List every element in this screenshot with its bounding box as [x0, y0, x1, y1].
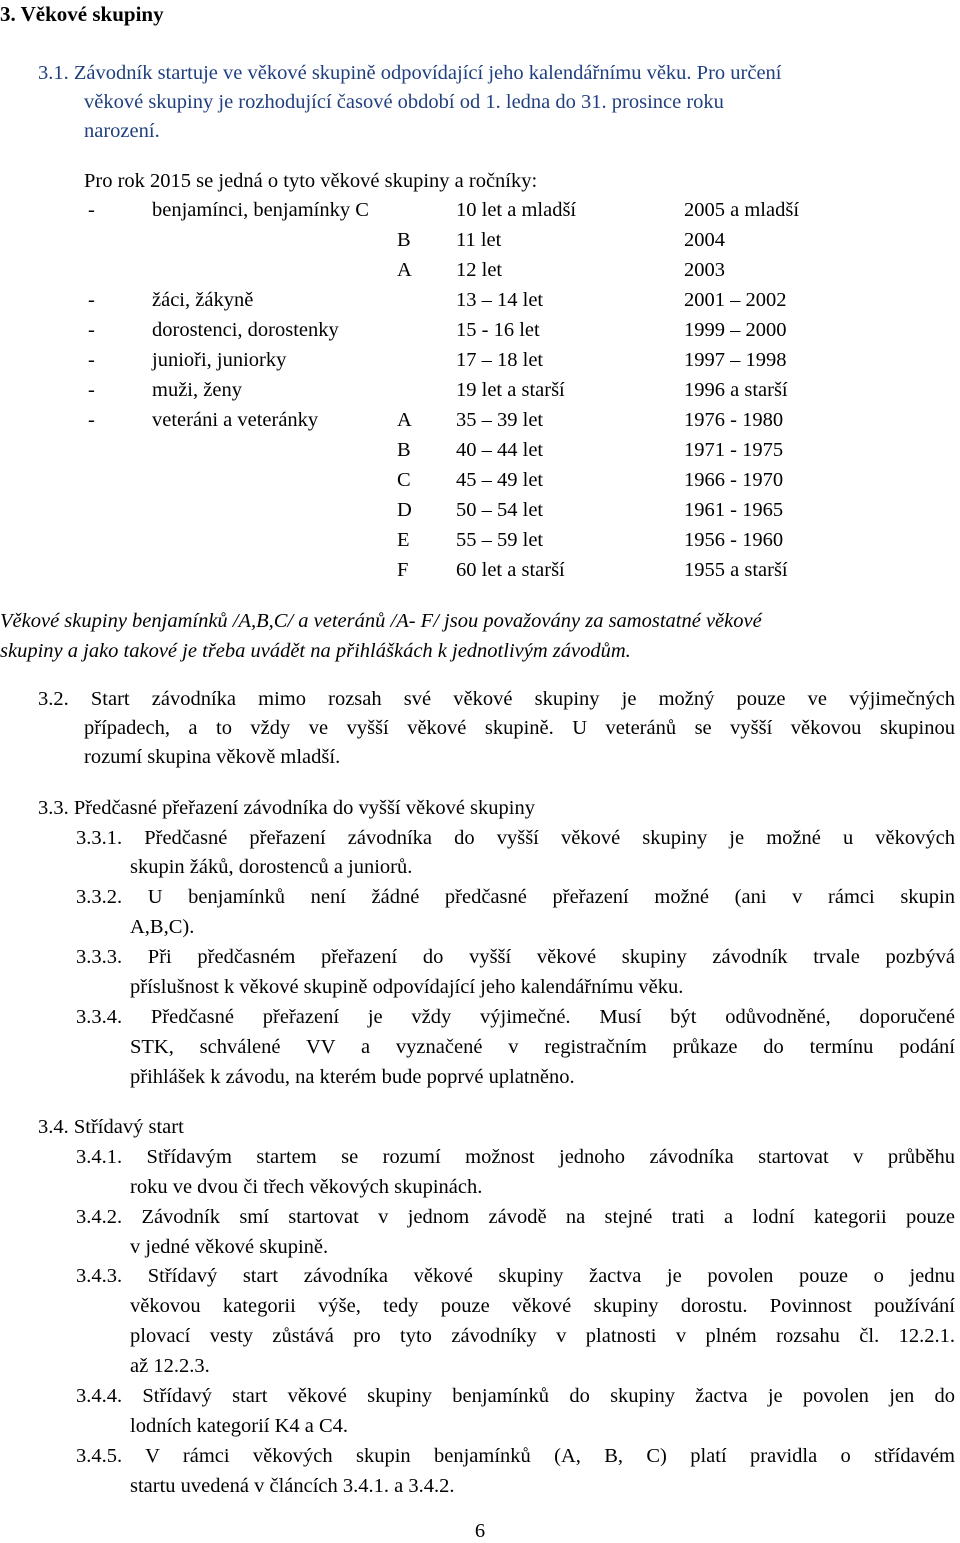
- row-group: dorostenci, dorostenky: [152, 319, 339, 341]
- row-years: 2001 – 2002: [684, 289, 787, 311]
- s31-line2: věkové skupiny je rozhodující časové období od 1. ledna do 31. prosince roku: [84, 91, 724, 113]
- row-group: muži, ženy: [152, 379, 242, 401]
- row-group: veteráni a veteránky: [152, 409, 319, 431]
- row-group: benjamínci, benjamínky C: [152, 199, 369, 221]
- note-line1: Věkové skupiny benjamínků /A,B,C/ a veteránů /A- F/ jsou považovány za samostatné věkové: [0, 610, 762, 632]
- row-dash: -: [88, 349, 95, 371]
- row-group: junioři, juniorky: [152, 349, 287, 371]
- row-age: 15 - 16 let: [456, 319, 540, 341]
- s344-line2: lodních kategorií K4 a C4.: [130, 1415, 349, 1437]
- row-age: 35 – 39 let: [456, 409, 544, 431]
- row-age: 19 let a starší: [456, 379, 565, 401]
- s343-line4: až 12.2.3.: [130, 1355, 210, 1377]
- row-years: 1976 - 1980: [684, 409, 784, 431]
- row-class: E: [397, 529, 410, 551]
- row-age: 12 let: [456, 259, 503, 281]
- s334-line1: 3.3.4. Předčasné přeřazení je vždy výjimečné. Musí být odůvodněné, doporučené: [76, 1006, 955, 1028]
- note-line2: skupiny a jako takové je třeba uvádět na přihláškách k jednotlivým závodům.: [0, 640, 631, 662]
- row-class: D: [397, 499, 412, 521]
- s33-title: 3.3. Předčasné přeřazení závodníka do vyšší věkové skupiny: [38, 797, 535, 819]
- s344-line1: 3.4.4. Střídavý start věkové skupiny benjamínků do skupiny žactva je povolen jen do: [76, 1385, 955, 1407]
- row-years: 1999 – 2000: [684, 319, 787, 341]
- row-years: 1966 - 1970: [684, 469, 784, 491]
- row-class: C: [397, 469, 411, 491]
- row-years: 1971 - 1975: [684, 439, 784, 461]
- row-age: 60 let a starší: [456, 559, 565, 581]
- s332-line2: A,B,C).: [130, 916, 195, 938]
- s343-line3: plovací vesty zůstává pro tyto závodníky v platnosti v plném rozsahu čl. 12.2.1.: [130, 1325, 955, 1347]
- row-years: 2005 a mladší: [684, 199, 800, 221]
- row-dash: -: [88, 319, 95, 341]
- s332-line1: 3.3.2. U benjamínků není žádné předčasné přeřazení možné (ani v rámci skupin: [76, 886, 955, 908]
- row-age: 45 – 49 let: [456, 469, 544, 491]
- s31-line3: narození.: [84, 120, 160, 142]
- s342-line1: 3.4.2. Závodník smí startovat v jednom závodě na stejné trati a lodní kategorii pouze: [76, 1206, 955, 1228]
- s31-line1: 3.1. Závodník startuje ve věkové skupině odpovídající jeho kalendářnímu věku. Pro určení: [38, 62, 782, 84]
- row-age: 10 let a mladší: [456, 199, 577, 221]
- s331-line2: skupin žáků, dorostenců a juniorů.: [130, 856, 413, 878]
- table-intro: Pro rok 2015 se jedná o tyto věkové skupiny a ročníky:: [84, 170, 538, 192]
- row-dash: -: [88, 199, 95, 221]
- s345-line2: startu uvedená v článcích 3.4.1. a 3.4.2.: [130, 1475, 455, 1497]
- row-years: 2003: [684, 259, 725, 281]
- row-dash: -: [88, 409, 95, 431]
- s32-line1: 3.2. Start závodníka mimo rozsah své věkové skupiny je možný pouze ve výjimečných: [38, 688, 955, 710]
- s341-line2: roku ve dvou či třech věkových skupinách.: [130, 1176, 483, 1198]
- s32-line3: rozumí skupina věkově mladší.: [84, 746, 341, 768]
- row-age: 17 – 18 let: [456, 349, 544, 371]
- s345-line1: 3.4.5. V rámci věkových skupin benjamínků (A, B, C) platí pravidla o střídavém: [76, 1445, 955, 1467]
- s334-line3: přihlášek k závodu, na kterém bude poprvé uplatněno.: [130, 1066, 575, 1088]
- row-group: žáci, žákyně: [152, 289, 254, 311]
- s32-line2: případech, a to vždy ve vyšší věkové skupině. U veteránů se vyšší věkovou skupinou: [84, 717, 955, 739]
- row-age: 50 – 54 let: [456, 499, 544, 521]
- s333-line2: příslušnost k věkové skupině odpovídající jeho kalendářnímu věku.: [130, 976, 684, 998]
- s343-line2: věkovou kategorii výše, tedy pouze věkové skupiny dorostu. Povinnost používání: [130, 1295, 955, 1317]
- row-class: B: [397, 229, 411, 251]
- row-years: 1955 a starší: [684, 559, 788, 581]
- row-years: 1961 - 1965: [684, 499, 784, 521]
- row-years: 1956 - 1960: [684, 529, 784, 551]
- s341-line1: 3.4.1. Střídavým startem se rozumí možnost jednoho závodníka startovat v průběhu: [76, 1146, 955, 1168]
- row-dash: -: [88, 379, 95, 401]
- row-class: A: [397, 259, 412, 281]
- row-age: 40 – 44 let: [456, 439, 544, 461]
- s343-line1: 3.4.3. Střídavý start závodníka věkové skupiny žactva je povolen pouze o jednu: [76, 1265, 955, 1287]
- page-number: 6: [474, 1520, 486, 1542]
- s334-line2: STK, schválené VV a vyznačené v registračním průkaze do termínu podání: [130, 1036, 955, 1058]
- s342-line2: v jedné věkové skupině.: [130, 1236, 329, 1258]
- s333-line1: 3.3.3. Při předčasném přeřazení do vyšší věkové skupiny závodník trvale pozbývá: [76, 946, 955, 968]
- section-heading: 3. Věkové skupiny: [0, 2, 164, 26]
- row-class: A: [397, 409, 412, 431]
- row-age: 13 – 14 let: [456, 289, 544, 311]
- row-class: B: [397, 439, 411, 461]
- row-dash: -: [88, 289, 95, 311]
- row-age: 11 let: [456, 229, 502, 251]
- row-age: 55 – 59 let: [456, 529, 544, 551]
- row-years: 1996 a starší: [684, 379, 788, 401]
- row-years: 1997 – 1998: [684, 349, 787, 371]
- row-years: 2004: [684, 229, 725, 251]
- s331-line1: 3.3.1. Předčasné přeřazení závodníka do vyšší věkové skupiny je možné u věkových: [76, 827, 955, 849]
- row-class: F: [397, 559, 409, 581]
- s34-title: 3.4. Střídavý start: [38, 1116, 184, 1138]
